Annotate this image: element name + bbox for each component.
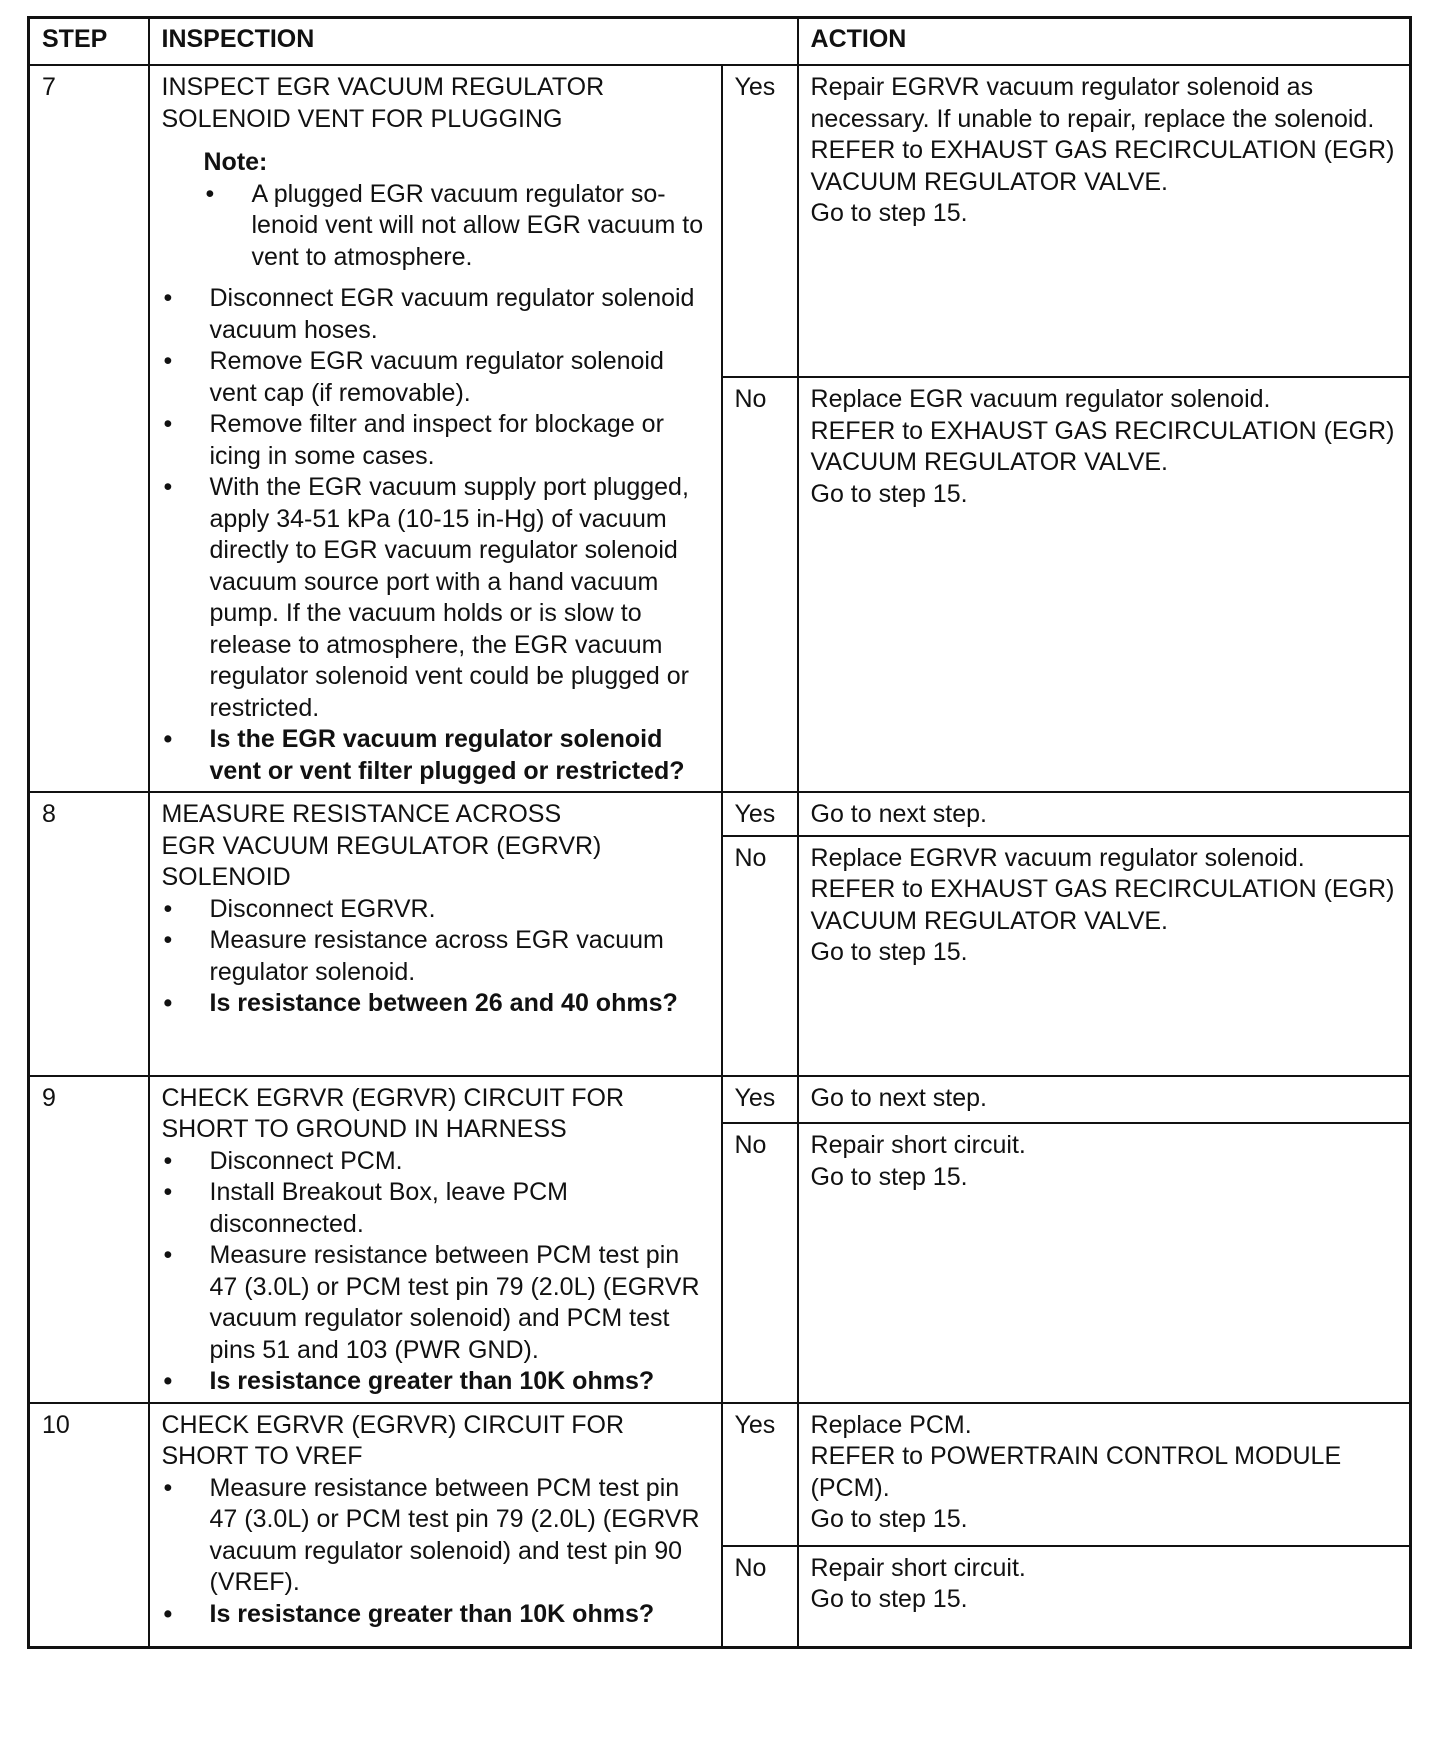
action-line: REFER to EXHAUST GAS RECIRCULATION (EGR) VACUUM REGULATOR VALVE. (810, 136, 1395, 196)
action-line: Go to step 15. (810, 479, 968, 508)
inspection-title-line: SHORT TO GROUND IN HARNESS (161, 1115, 567, 1143)
action-line: Go to step 15. (810, 1505, 968, 1533)
inspection-question: • Is resistance greater than 10K ohms? (162, 1366, 709, 1398)
bullet-item: • Measure resistance across EGR vacuum regulator solenoid. (162, 925, 709, 988)
inspection-title-line: INSPECT EGR VACUUM REGULATOR (161, 73, 605, 101)
action-line: Repair short circuit. (810, 1131, 1026, 1160)
action-line: Go to step 15. (810, 1162, 968, 1191)
note-item: • A plugged EGR vacuum regulator so-lenoid vent will not allow EGR vacuum to vent to atmosphere. (204, 179, 709, 274)
inspection-cell (149, 65, 722, 792)
action-line: REFER to EXHAUST GAS RECIRCULATION (EGR) VACUUM REGULATOR VALVE. (810, 416, 1395, 477)
inspection-question: • Is resistance between 26 and 40 ohms? (162, 988, 709, 1020)
step-number: 7 (29, 65, 149, 792)
action-line: Go to step 15. (810, 199, 968, 227)
inspection-question: • Is resistance greater than 10K ohms? (162, 1599, 709, 1631)
inspection-bullets (162, 1146, 709, 1398)
action-line: REFER to EXHAUST GAS RECIRCULATION (EGR) VACUUM REGULATOR VALVE. (810, 875, 1395, 935)
inspection-question: • Is the EGR vacuum regulator solenoid vent or vent filter plugged or restricted? (162, 724, 709, 787)
yes-label: Yes (722, 1076, 798, 1124)
action-line: Replace PCM. (810, 1410, 972, 1439)
table-header-row (29, 18, 1411, 66)
note-label: Note: (203, 148, 268, 176)
no-action (798, 1546, 1411, 1648)
inspection-title-line: SHORT TO VREF (161, 1442, 363, 1470)
action-line: Go to step 15. (810, 938, 968, 966)
inspection-title-line: SOLENOID (161, 863, 291, 891)
inspection-cell (149, 1403, 722, 1648)
action-line: Go to next step. (810, 800, 988, 828)
diagnostic-table (27, 16, 1412, 1649)
yes-label: Yes (722, 1403, 798, 1546)
header-inspection: INSPECTION (149, 18, 798, 66)
inspection-bullets (162, 894, 709, 1020)
table-row (29, 1076, 1411, 1124)
bullet-item: • Measure resistance between PCM test pin 47 (3.0L) or PCM test pin 79 (2.0L) (EGRVR vacuum regulator solenoid) and PCM test pins 51 and 103 (PWR GND). (162, 1240, 709, 1366)
bullet-item: • Disconnect EGRVR. (162, 894, 709, 926)
no-label: No (722, 1546, 798, 1648)
inspection-bullets (162, 1473, 709, 1631)
yes-action (798, 65, 1411, 377)
header-action: ACTION (798, 18, 1411, 66)
note-list (204, 179, 709, 274)
yes-action (798, 1076, 1411, 1124)
inspection-title-line: SOLENOID VENT FOR PLUGGING (161, 104, 563, 133)
no-action (798, 836, 1411, 1076)
bullet-item: • Install Breakout Box, leave PCM disconnected. (162, 1177, 709, 1240)
inspection-title-line: MEASURE RESISTANCE ACROSS (161, 800, 562, 828)
yes-action (798, 1403, 1411, 1546)
no-label: No (722, 377, 798, 792)
step-number: 10 (29, 1403, 149, 1648)
bullet-item: • Remove EGR vacuum regulator solenoid vent cap (if removable). (162, 346, 709, 409)
table-row (29, 792, 1411, 836)
inspection-title-line: CHECK EGRVR (EGRVR) CIRCUIT FOR (161, 1410, 625, 1439)
bullet-item: • With the EGR vacuum supply port plugged, apply 34-51 kPa (10-15 in-Hg) of vacuum directly to EGR vacuum regulator solenoid vacuum source port with a hand vacuum pump. If the vacuum holds or is slow to release to atmosphere, the EGR vacuum regulator solenoid vent could be plugged or restricted. (162, 472, 709, 724)
action-line: Go to next step. (810, 1083, 988, 1112)
inspection-title-line: EGR VACUUM REGULATOR (EGRVR) (161, 831, 602, 860)
action-line: REFER to POWERTRAIN CONTROL MODULE (PCM). (810, 1442, 1342, 1502)
bullet-item: • Disconnect EGR vacuum regulator solenoid vacuum hoses. (162, 283, 709, 346)
no-action (798, 1123, 1411, 1402)
bullet-item: • Measure resistance between PCM test pin 47 (3.0L) or PCM test pin 79 (2.0L) (EGRVR vacuum regulator solenoid) and test pin 90 (VREF). (162, 1473, 709, 1599)
table-row (29, 1403, 1411, 1546)
yes-label: Yes (722, 792, 798, 836)
inspection-title-line: CHECK EGRVR (EGRVR) CIRCUIT FOR (161, 1083, 625, 1112)
no-action (798, 377, 1411, 792)
step-number: 9 (29, 1076, 149, 1403)
yes-action (798, 792, 1411, 836)
no-label: No (722, 836, 798, 1076)
action-line: Repair EGRVR vacuum regulator solenoid as necessary. If unable to repair, replace the solenoid. (810, 73, 1375, 133)
action-line: Go to step 15. (810, 1585, 968, 1613)
step-number: 8 (29, 792, 149, 1076)
action-line: Repair short circuit. (810, 1553, 1026, 1582)
inspection-bullets (162, 283, 709, 787)
bullet-item: • Disconnect PCM. (162, 1146, 709, 1178)
inspection-cell (149, 792, 722, 1076)
table-row (29, 65, 1411, 377)
action-line: Replace EGR vacuum regulator solenoid. (810, 385, 1271, 414)
bullet-item: • Remove filter and inspect for blockage or icing in some cases. (162, 409, 709, 472)
header-step: STEP (29, 18, 149, 66)
action-line: Replace EGRVR vacuum regulator solenoid. (810, 843, 1305, 872)
inspection-cell (149, 1076, 722, 1403)
yes-label: Yes (722, 65, 798, 377)
no-label: No (722, 1123, 798, 1402)
